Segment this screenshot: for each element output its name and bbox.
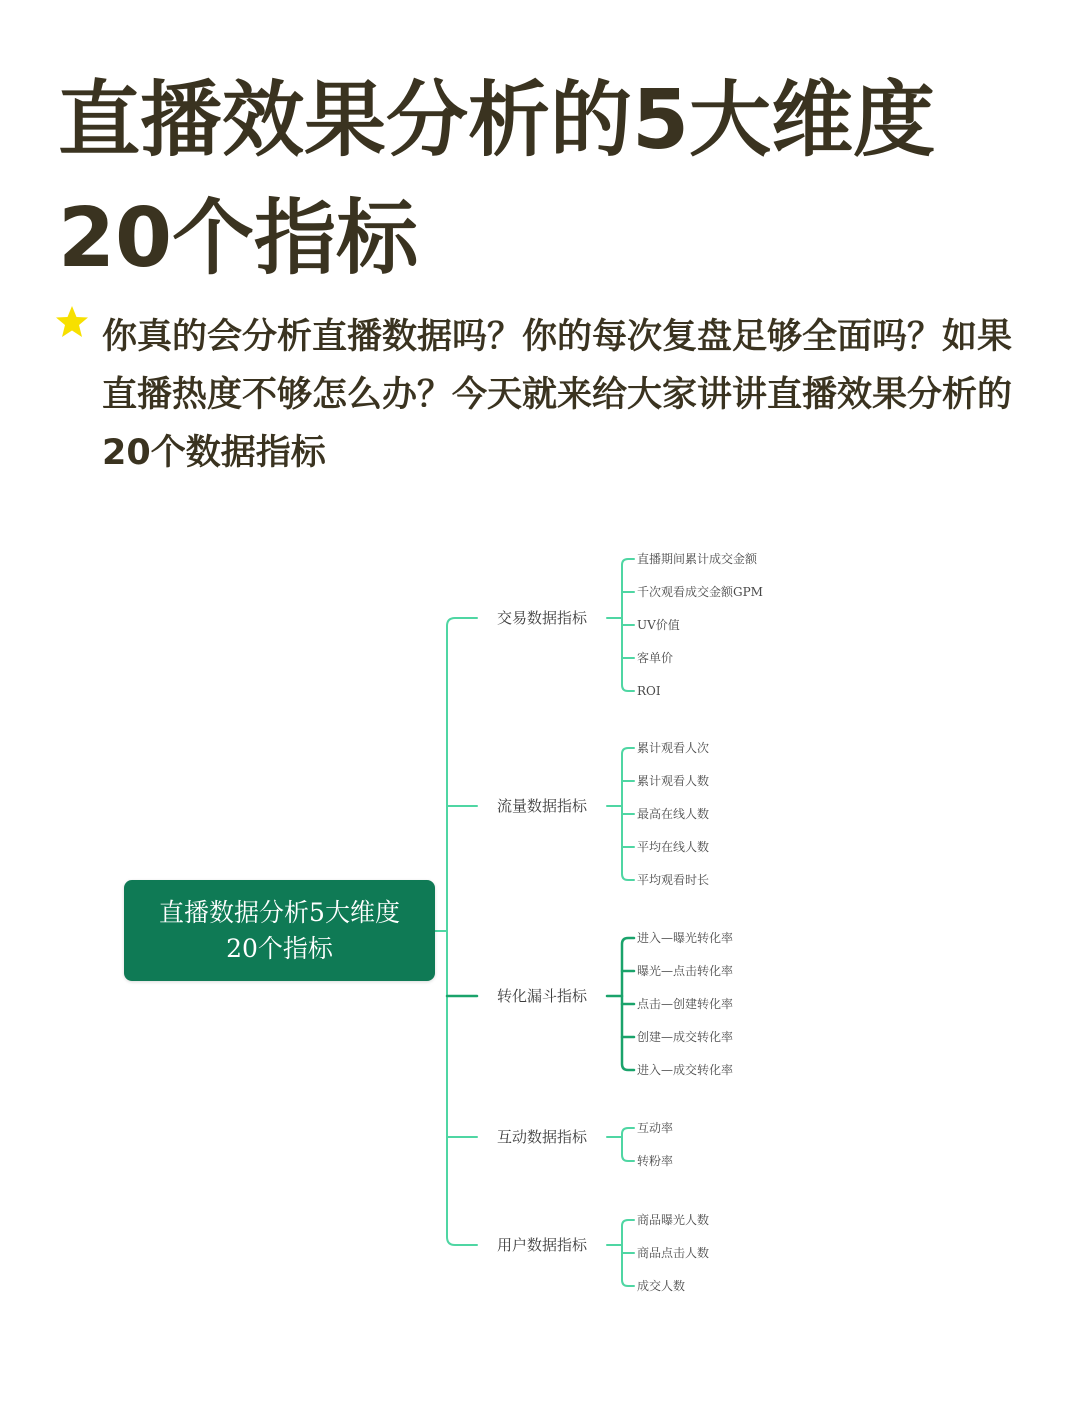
star-icon [54, 304, 90, 340]
leaf-label[interactable]: 创建—成交转化率 [637, 1030, 734, 1044]
leaf-label[interactable]: 平均在线人数 [637, 840, 710, 854]
leaf-label[interactable]: 最高在线人数 [637, 807, 710, 821]
leaf-label[interactable]: 互动率 [637, 1121, 674, 1135]
connector-line [622, 938, 634, 1070]
leaf-label[interactable]: 累计观看人次 [637, 741, 710, 755]
branch-label[interactable]: 流量数据指标 [497, 797, 588, 815]
leaf-label[interactable]: 累计观看人数 [637, 774, 710, 788]
leaf-label[interactable]: 点击—创建转化率 [637, 997, 734, 1011]
branch-label[interactable]: 用户数据指标 [497, 1236, 588, 1254]
leaf-label[interactable]: 平均观看时长 [637, 873, 710, 887]
connector-line [622, 1128, 634, 1161]
connector-line [447, 618, 477, 1245]
connector-line [622, 1220, 634, 1286]
leaf-label[interactable]: 客单价 [637, 651, 674, 665]
leaf-label[interactable]: UV价值 [637, 618, 680, 632]
page-title: 直播效果分析的5大维度20个指标 [58, 73, 936, 286]
leaf-label[interactable]: 进入—成交转化率 [637, 1063, 734, 1077]
branch-label[interactable]: 互动数据指标 [497, 1128, 588, 1146]
branch-label[interactable]: 转化漏斗指标 [497, 987, 588, 1005]
leaf-label[interactable]: 商品点击人数 [637, 1246, 710, 1260]
leaf-label[interactable]: 进入—曝光转化率 [637, 931, 734, 945]
leaf-label[interactable]: 成交人数 [637, 1279, 686, 1293]
leaf-label[interactable]: 直播期间累计成交金额 [637, 552, 758, 566]
leaf-label[interactable]: 商品曝光人数 [637, 1213, 710, 1227]
connector-line [622, 748, 634, 880]
branch-label[interactable]: 交易数据指标 [497, 609, 588, 627]
connector-line [622, 559, 634, 691]
mind-map-root-label: 直播数据分析5大维度 20个指标 [159, 897, 400, 963]
leaf-label[interactable]: ROI [637, 684, 661, 698]
leaf-label[interactable]: 曝光—点击转化率 [637, 964, 734, 978]
intro-text: 你真的会分析直播数据吗？你的每次复盘足够全面吗？如果直播热度不够怎么办？今天就来给大家讲讲直播效果分析的20个数据指标 [102, 317, 1013, 473]
leaf-label[interactable]: 千次观看成交金额GPM [637, 585, 763, 599]
mind-map-root[interactable] [124, 880, 435, 981]
leaf-label[interactable]: 转粉率 [637, 1154, 674, 1168]
